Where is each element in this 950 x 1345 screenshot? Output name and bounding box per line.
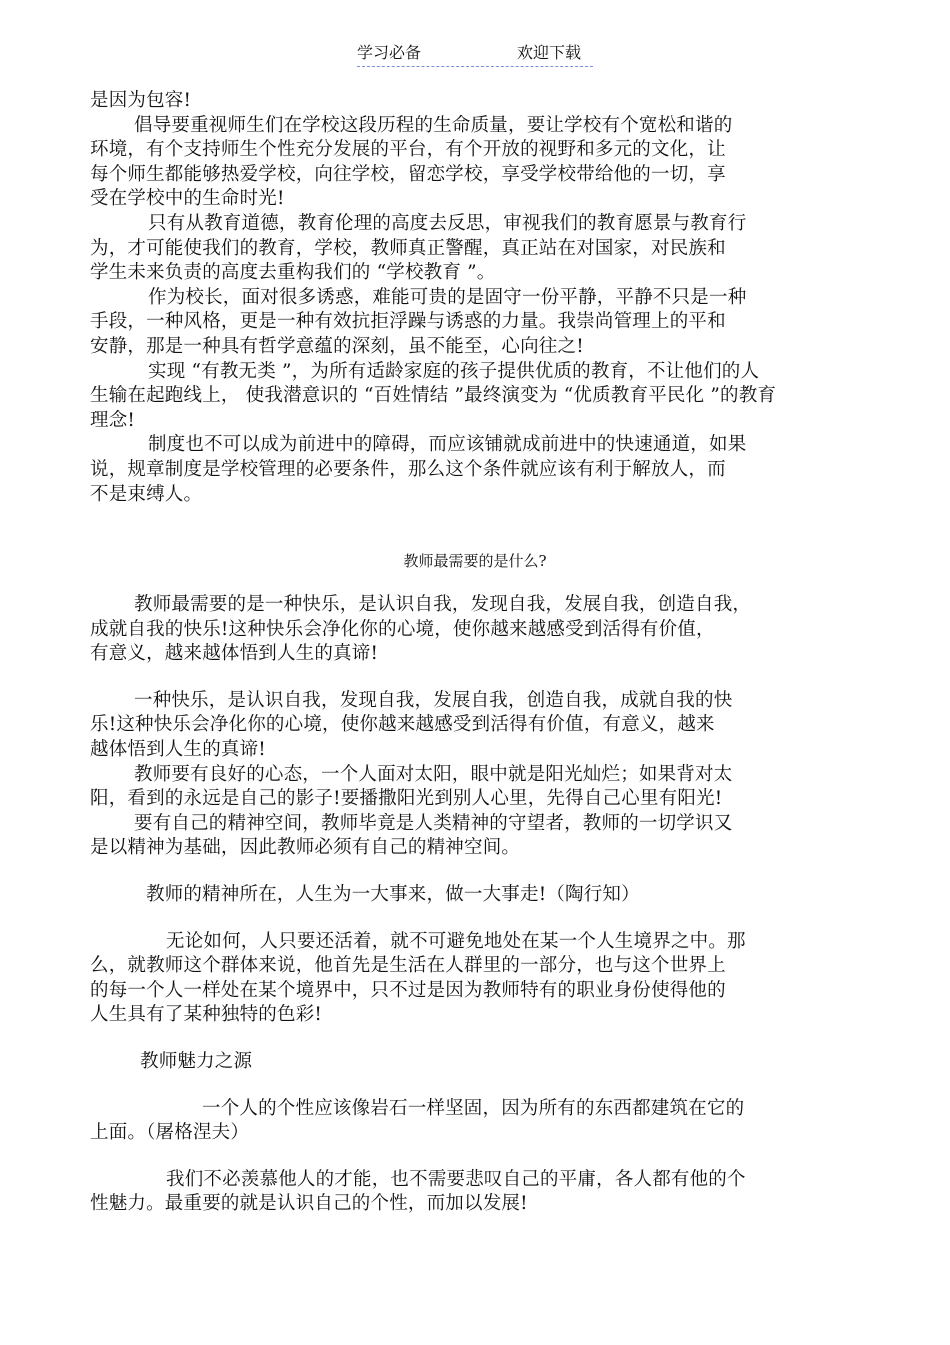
text-line: 受在学校中的生命时光! bbox=[90, 188, 285, 210]
paragraph-gap bbox=[90, 861, 860, 883]
paragraph-gap bbox=[90, 1028, 860, 1050]
paragraph-gap bbox=[90, 908, 860, 930]
page-header bbox=[357, 42, 593, 67]
paragraph-gap bbox=[90, 667, 860, 689]
text-line: 实现 “有教无类 ”，为所有适龄家庭的孩子提供优质的教育，不让他们的人 bbox=[148, 360, 760, 382]
paragraph-gap bbox=[90, 1146, 860, 1168]
text-line: 不是束缚人。 bbox=[90, 483, 203, 505]
text-line: 一种快乐，是认识自我，发现自我，发展自我，创造自我，成就自我的快 bbox=[134, 689, 733, 711]
text-line: 性魅力。最重要的就是认识自己的个性，而加以发展! bbox=[90, 1193, 528, 1215]
text-line: 手段，一种风格，更是一种有效抗拒浮躁与诱惑的力量。我崇尚管理上的平和 bbox=[90, 311, 726, 333]
text-line: 教师魅力之源 bbox=[140, 1051, 253, 1072]
header-right-text: 欢迎下载 bbox=[517, 43, 582, 62]
text-line: 为，才可能使我们的教育，学校，教师真正警醒，真正站在对国家，对民族和 bbox=[90, 237, 726, 259]
text-line: 无论如何，人只要还活着，就不可避免地处在某一个人生境界之中。那 bbox=[166, 930, 746, 952]
paragraph-gap bbox=[90, 507, 860, 549]
text-line: 说，规章制度是学校管理的必要条件，那么这个条件就应该有利于解放人，而 bbox=[90, 458, 726, 480]
text-line: 环境，有个支持师生个性充分发展的平台，有个开放的视野和多元的文化，让 bbox=[90, 139, 726, 161]
paragraph-gap bbox=[90, 573, 860, 593]
text-line: 是以精神为基础，因此教师必须有自己的精神空间。 bbox=[90, 837, 521, 859]
paragraph-gap bbox=[90, 1075, 860, 1097]
text-line: 阳，看到的永远是自己的影子!要播撒阳光到别人心里，先得自己心里有阳光! bbox=[90, 788, 723, 810]
text-line: 理念! bbox=[90, 409, 136, 431]
header-left-text: 学习必备 bbox=[357, 43, 422, 62]
text-line: 成就自我的快乐!这种快乐会净化你的心境，使你越来越感受到活得有价值， bbox=[90, 618, 715, 640]
text-line: 作为校长，面对很多诱惑，难能可贵的是固守一份平静，平静不只是一种 bbox=[148, 286, 747, 308]
text-line: 生输在起跑线上， 使我潜意识的 “百姓情结 ”最终演变为 “优质教育平民化 ”的教育 bbox=[90, 385, 777, 407]
text-line: 上面。（屠格涅夫） bbox=[90, 1122, 250, 1144]
text-line: 教师要有良好的心态，一个人面对太阳，眼中就是阳光灿烂；如果背对太 bbox=[134, 763, 733, 785]
text-line: 每个师生都能够热爱学校，向往学校，留恋学校，享受学校带给他的一切，享 bbox=[90, 163, 726, 185]
text-line: 安静，那是一种具有哲学意蕴的深刻，虽不能至，心向往之! bbox=[90, 335, 584, 357]
text-line: 一个人的个性应该像岩石一样坚固，因为所有的东西都建筑在它的 bbox=[202, 1097, 745, 1119]
section-title: 教师最需要的是什么? bbox=[403, 552, 547, 571]
text-line: 越体悟到人生的真谛! bbox=[90, 739, 266, 761]
text-line: 学生未来负责的高度去重构我们的 “学校教育 ”。 bbox=[90, 262, 496, 284]
text-line: 制度也不可以成为前进中的障碍，而应该铺就成前进中的快速通道，如果 bbox=[148, 434, 747, 456]
document-body bbox=[90, 89, 860, 1217]
text-line: 教师最需要的是一种快乐，是认识自我，发现自我，发展自我，创造自我， bbox=[134, 594, 752, 616]
text-line: 只有从教育道德，教育伦理的高度去反思，审视我们的教育愿景与教育行 bbox=[148, 212, 747, 234]
text-line: 要有自己的精神空间，教师毕竟是人类精神的守望者，教师的一切学识又 bbox=[134, 812, 733, 834]
text-line: 乐!这种快乐会净化你的心境，使你越来越感受到活得有价值，有意义，越来 bbox=[90, 714, 715, 736]
text-line: 倡导要重视师生们在学校这段历程的生命质量，要让学校有个宽松和谐的 bbox=[134, 114, 733, 136]
text-line: 的每一个人一样处在某个境界中，只不过是因为教师特有的职业身份使得他的 bbox=[90, 979, 726, 1001]
text-line: 人生具有了某种独特的色彩! bbox=[90, 1004, 323, 1026]
text-line: 有意义，越来越体悟到人生的真谛! bbox=[90, 643, 379, 665]
text-line: 我们不必羡慕他人的才能，也不需要悲叹自己的平庸，各人都有他的个 bbox=[166, 1168, 746, 1190]
text-line: 教师的精神所在，人生为一大事来，做一大事走!（陶行知） bbox=[146, 884, 640, 906]
text-line: 么，就教师这个群体来说，他首先是生活在人群里的一部分，也与这个世界上 bbox=[90, 955, 726, 977]
text-line: 是因为包容! bbox=[90, 90, 192, 111]
